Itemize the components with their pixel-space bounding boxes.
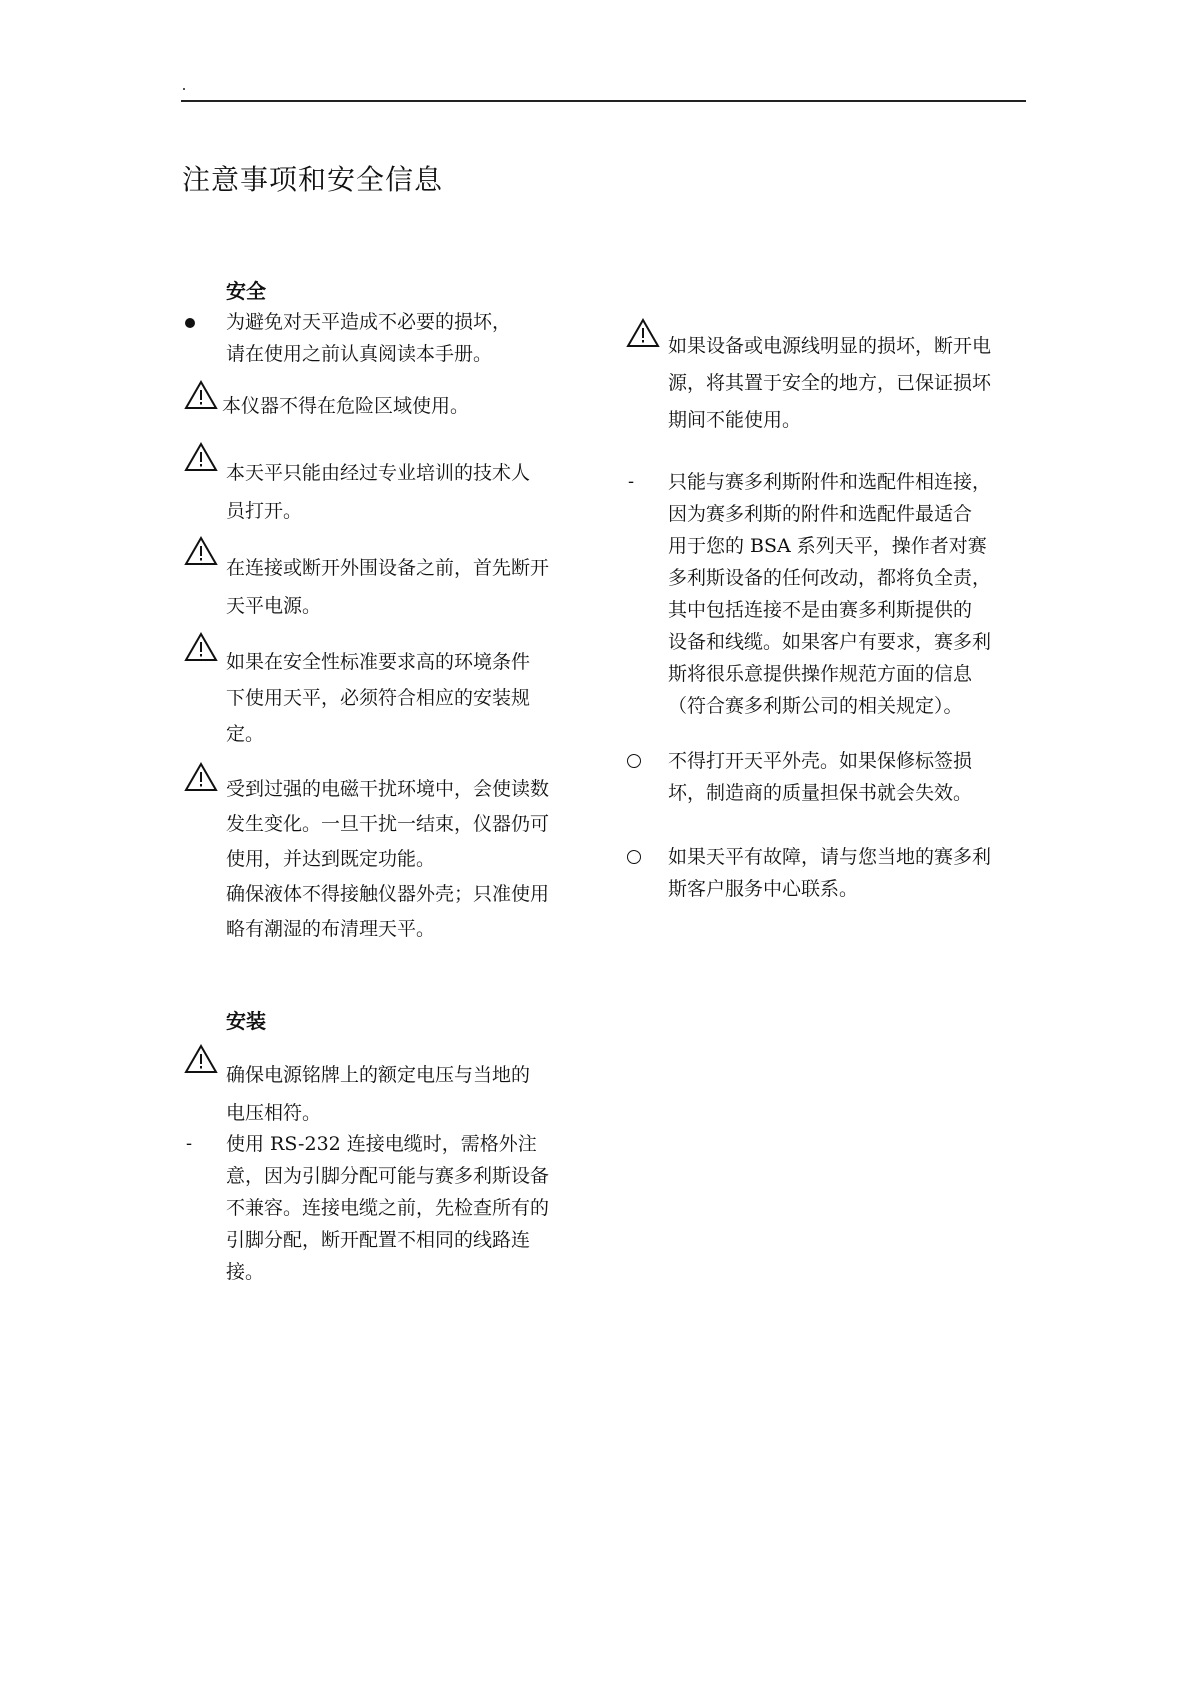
dash-marker: - [186,1133,193,1154]
circle-bullet-icon [627,850,641,864]
text-line: 斯将很乐意提供操作规范方面的信息 [668,663,973,685]
text-line: 其中包括连接不是由赛多利斯提供的 [668,599,973,621]
text-line: 员打开。 [226,500,303,522]
warn-safety-standard-text [226,644,530,752]
text-line: 确保液体不得接触仪器外壳；只准使用 [226,883,550,905]
text-line: 设备和线缆。如果客户有要求，赛多利 [668,631,992,653]
warning-triangle-icon [184,380,218,410]
circle-bullet-icon [627,754,641,768]
text-line: 只能与赛多利斯附件和选配件相连接， [668,471,992,493]
text-line: 用于您的 BSA 系列天平，操作者对赛 [668,535,987,557]
text-line: 天平电源。 [226,595,322,617]
warning-triangle-icon [184,762,218,792]
section-heading-safety: 安全 [226,279,266,303]
text-line: 意，因为引脚分配可能与赛多利斯设备 [226,1165,550,1187]
text-line: 引脚分配，断开配置不相同的线路连 [226,1229,531,1251]
text-line: 源，将其置于安全的地方，已保证损坏 [668,372,992,394]
text-line: 如果在安全性标准要求高的环境条件 [226,651,531,673]
bullet-icon [185,318,195,328]
warning-triangle-icon [184,442,218,472]
text-line: 定。 [226,723,265,745]
text-line: 接。 [226,1261,265,1283]
text-line: 请在使用之前认真阅读本手册。 [226,343,493,365]
text-line: 发生变化。一旦干扰一结束，仪器仍可 [226,813,550,835]
warn-voltage-text [226,1056,530,1132]
text-line: 在连接或断开外围设备之前，首先断开 [226,557,550,579]
warning-triangle-icon [184,1044,218,1074]
warning-triangle-icon [184,632,218,662]
text-line: 多利斯设备的任何改动，都将负全责， [668,567,992,589]
text-line: 电压相符。 [226,1102,322,1124]
section-heading-install: 安装 [226,1009,266,1033]
warn-emi-text [226,772,549,947]
warn-damage-text [668,328,991,439]
warn-trained-staff-text [226,454,530,530]
text-line: 受到过强的电磁干扰环境中，会使读数 [226,778,550,800]
header-mark [183,88,185,90]
circle-housing-text [668,745,972,809]
text-line: 如果设备或电源线明显的损坏，断开电 [668,335,992,357]
intro-bullet-text [226,306,511,370]
text-line: 本天平只能由经过专业培训的技术人 [226,462,531,484]
text-line: 略有潮湿的布清理天平。 [226,918,436,940]
text-line: 确保电源铭牌上的额定电压与当地的 [226,1064,531,1086]
text-line: 使用，并达到既定功能。 [226,848,436,870]
text-line: 本仪器不得在危险区域使用。 [222,395,470,417]
text-line: 坏，制造商的质量担保书就会失效。 [668,782,973,804]
warn-hazard-area-text [222,390,469,422]
text-line: 如果天平有故障，请与您当地的赛多利 [668,846,992,868]
dash-accessories-text [668,466,991,722]
text-line: 不得打开天平外壳。如果保修标签损 [668,750,973,772]
warning-triangle-icon [184,536,218,566]
text-line: 不兼容。连接电缆之前，先检查所有的 [226,1197,550,1219]
dash-marker: - [628,471,635,492]
text-line: 斯客户服务中心联系。 [668,878,859,900]
text-line: 期间不能使用。 [668,409,802,431]
warning-triangle-icon [626,318,660,348]
header-rule [181,100,1026,102]
text-line: 为避免对天平造成不必要的损坏， [226,311,512,333]
text-line: 使用 RS-232 连接电缆时，需格外注 [226,1133,537,1155]
dash-rs232-text [226,1128,549,1288]
text-line: 因为赛多利斯的附件和选配件最适合 [668,503,973,525]
text-line: （符合赛多利斯公司的相关规定）。 [668,695,963,717]
warn-disconnect-text [226,549,549,625]
page-title: 注意事项和安全信息 [182,163,444,196]
circle-service-text [668,841,991,905]
text-line: 下使用天平，必须符合相应的安装规 [226,687,531,709]
